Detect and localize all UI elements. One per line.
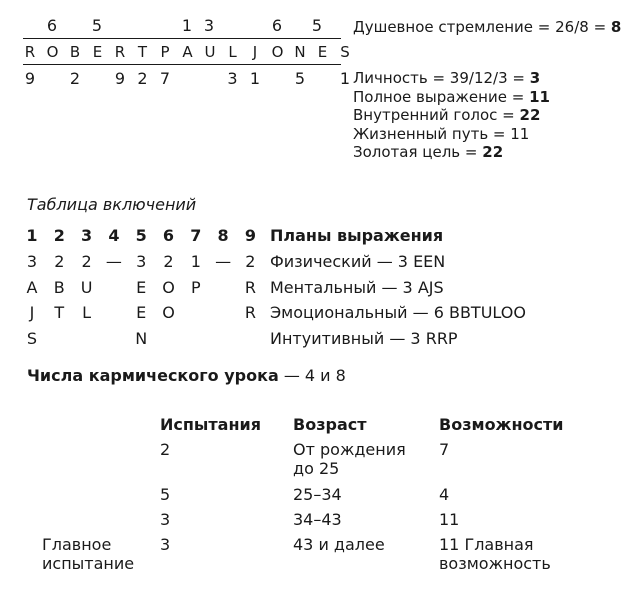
name-letter: O — [271, 43, 284, 61]
inclusion-cell: E — [136, 277, 147, 297]
number-value: 3 — [529, 69, 541, 87]
inclusion-cell: P — [190, 277, 201, 297]
row-4-opportunity: 11 Главная возможность — [439, 535, 551, 573]
inclusion-cell: B — [53, 277, 65, 297]
number-value: 11 — [529, 87, 550, 106]
inclusion-cell: 2 — [81, 252, 92, 271]
consonant-number: 2 — [137, 69, 148, 88]
number-line — [353, 143, 503, 161]
karmic-lesson-value: — 4 и 8 — [278, 366, 346, 385]
inclusion-cell: O — [162, 303, 175, 322]
consonant-number: 9 — [24, 69, 36, 88]
inclusion-header-digit: 4 — [108, 226, 120, 245]
row-1-opportunity: 7 — [439, 440, 450, 459]
consonant-number: 2 — [69, 69, 81, 88]
inclusion-title: Таблица включений — [27, 195, 197, 214]
karmic-lesson-label: Числа кармического урока — [27, 366, 279, 385]
row-2-opportunity: 4 — [439, 485, 450, 504]
planes-header: Планы выражения — [270, 226, 444, 245]
inclusion-cell: — — [215, 252, 232, 271]
inclusion-cell: O — [162, 277, 175, 297]
consonant-number: 1 — [339, 69, 351, 88]
number-label: Личность = 39/12/3 = — [353, 69, 530, 87]
inclusion-header-digit: 2 — [53, 226, 65, 245]
number-line — [353, 125, 529, 143]
row-3-age: 34–43 — [293, 510, 342, 529]
vowel-number: 5 — [311, 16, 323, 35]
name-letter: T — [137, 43, 148, 61]
name-letter: R — [24, 43, 36, 61]
inclusion-cell: 3 — [136, 252, 147, 271]
row-3-test: 3 — [160, 510, 171, 529]
number-label: Внутренний голос = — [353, 106, 520, 124]
number-value: 11 — [510, 124, 530, 143]
number-line — [353, 88, 550, 106]
inclusion-cell: L — [82, 303, 92, 322]
inclusion-cell: T — [54, 303, 65, 322]
vowel-number: 5 — [91, 16, 103, 35]
inclusion-header-digit: 9 — [244, 226, 256, 245]
name-letter: U — [204, 43, 216, 61]
inclusion-header-digit: 6 — [162, 226, 175, 245]
inclusion-cell: 2 — [54, 252, 65, 271]
name-letter: N — [294, 43, 306, 61]
number-line — [353, 106, 540, 124]
inclusion-cell: R — [244, 303, 256, 322]
name-letter: J — [252, 43, 258, 61]
inclusion-cell: 2 — [245, 252, 256, 271]
name-letter: E — [92, 43, 103, 61]
plane-of-expression: Физический — 3 EEN — [270, 252, 446, 271]
number-value: 22 — [519, 106, 541, 124]
name-letter: S — [340, 43, 350, 61]
row-1-test: 2 — [160, 440, 171, 459]
number-line — [353, 69, 540, 87]
row-1-age: От рождения до 25 — [293, 440, 406, 478]
inclusion-header-digit: 1 — [26, 226, 38, 245]
vowel-number: 6 — [46, 16, 58, 35]
soul-urge-line — [353, 18, 621, 36]
soul-urge-value: 8 — [610, 18, 621, 36]
name-letter: O — [46, 43, 59, 61]
inclusion-cell: S — [26, 328, 38, 348]
consonant-number: 3 — [227, 69, 238, 88]
number-label: Жизненный путь = — [353, 124, 511, 143]
plane-of-expression: Ментальный — 3 AJS — [270, 277, 444, 297]
number-label: Полное выражение = — [353, 87, 530, 106]
row-4-age: 43 и далее — [293, 535, 385, 554]
name-letter: L — [228, 43, 237, 61]
inclusion-cell: J — [29, 303, 35, 322]
top-rule — [23, 38, 341, 39]
row-4-label: Главное испытание — [42, 535, 135, 573]
bottom-rule — [23, 64, 341, 65]
inclusion-header-digit: 7 — [190, 226, 202, 245]
name-letter: A — [182, 43, 193, 61]
row-4-test: 3 — [160, 535, 171, 554]
name-letter: R — [114, 43, 126, 61]
row-3-opportunity: 11 — [439, 510, 460, 529]
inclusion-cell: A — [26, 277, 38, 297]
vowel-number: 6 — [271, 16, 283, 35]
vowel-number: 3 — [203, 16, 215, 35]
inclusion-cell: R — [244, 277, 256, 297]
consonant-number: 9 — [114, 69, 126, 88]
row-2-age: 25–34 — [293, 485, 342, 504]
header-opportunities: Возможности — [439, 415, 564, 434]
consonant-number: 1 — [249, 69, 261, 88]
karmic-lesson-line — [27, 366, 346, 385]
inclusion-header-digit: 5 — [135, 226, 147, 245]
inclusion-cell: — — [105, 252, 122, 271]
soul-urge-text: Душевное стремление = 26/8 = — [353, 18, 611, 36]
inclusion-header-digit: 8 — [217, 226, 229, 245]
header-tests: Испытания — [160, 415, 262, 434]
inclusion-cell: 3 — [26, 252, 38, 271]
inclusion-cell: N — [135, 328, 148, 348]
number-label: Золотая цель = — [353, 143, 483, 161]
header-age: Возраст — [293, 415, 367, 434]
inclusion-cell: E — [136, 303, 147, 322]
number-value: 22 — [482, 143, 504, 161]
name-letter: P — [160, 43, 170, 61]
row-2-test: 5 — [160, 485, 171, 504]
inclusion-cell: 2 — [163, 252, 174, 271]
vowel-number: 1 — [181, 16, 193, 35]
consonant-number: 7 — [159, 69, 171, 88]
consonant-number: 5 — [294, 69, 306, 88]
name-letter: E — [317, 43, 328, 61]
inclusion-cell: U — [80, 277, 93, 297]
plane-of-expression: Интуитивный — 3 RRP — [270, 328, 458, 348]
plane-of-expression: Эмоциональный — 6 BBTULOO — [270, 303, 526, 322]
name-letter: B — [69, 43, 81, 61]
inclusion-header-digit: 3 — [81, 226, 93, 245]
inclusion-cell: 1 — [190, 252, 201, 271]
